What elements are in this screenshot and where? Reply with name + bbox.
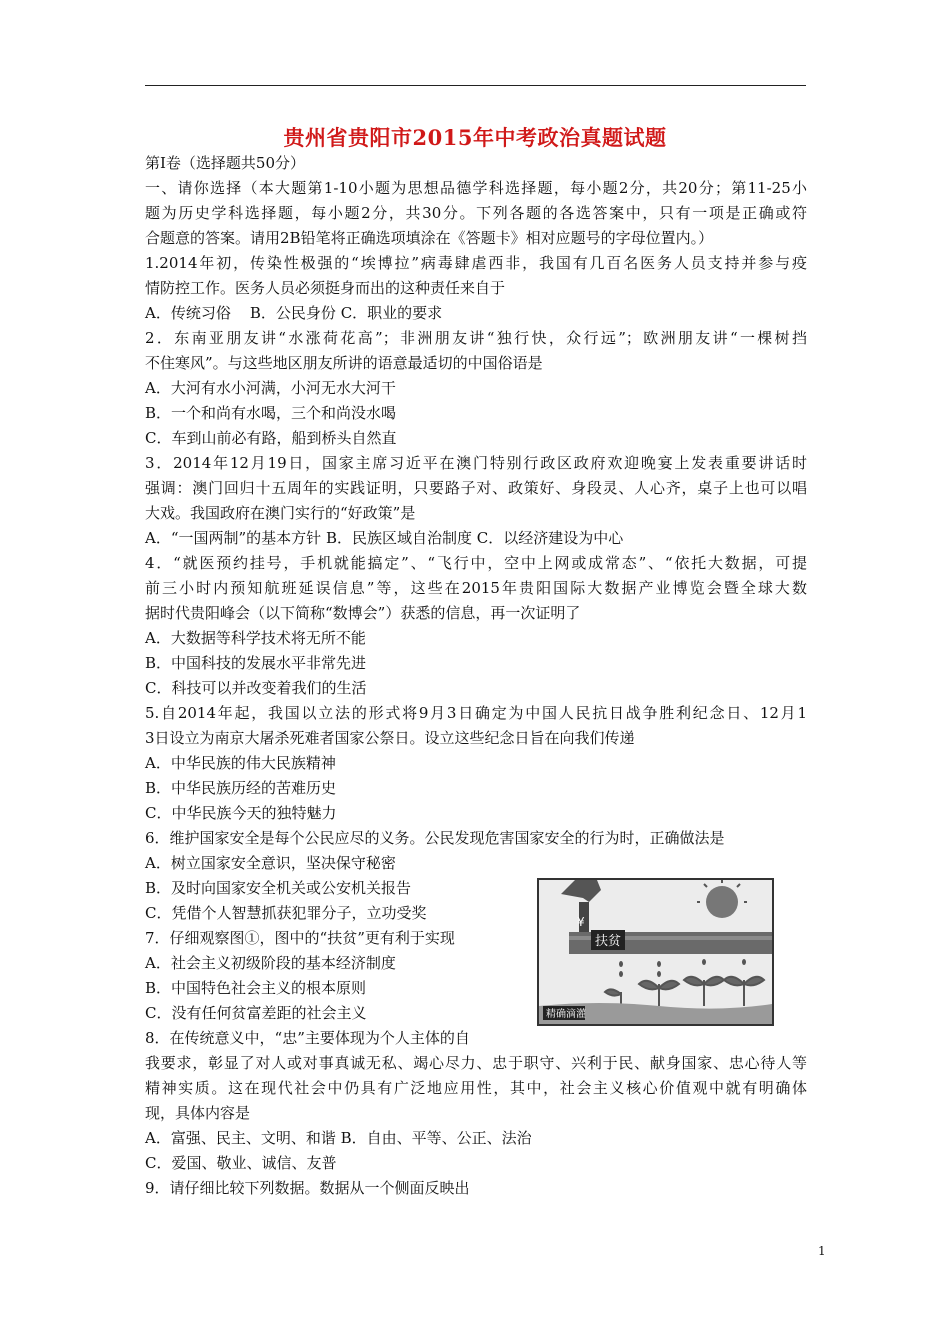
question-3-stem: 3．2014年12月19日，国家主席习近平在澳门特别行政区政府欢迎晚宴上发表重要讲话时 [145, 454, 807, 472]
question-7-option-a: A．社会主义初级阶段的基本经济制度 [145, 954, 396, 972]
question-6-stem: 6．维护国家安全是每个公民应尽的义务。公民发现危害国家安全的行为时，正确做法是 [145, 829, 725, 847]
figure-caption: 精确滴灌 [546, 1009, 586, 1020]
question-7-option-b: B．中国特色社会主义的根本原则 [145, 979, 367, 997]
question-9-stem: 9．请仔细比较下列数据。数据从一个侧面反映出 [145, 1179, 470, 1197]
page-number: 1 [818, 1244, 826, 1258]
question-6-option-c: C．凭借个人智慧抓获犯罪分子，立功受奖 [145, 904, 427, 922]
instructions-line: 题为历史学科选择题，每小题2分，共30分。下列各题的各选答案中，只有一项是正确或符 [145, 204, 807, 222]
question-8-option-ab: A．富强、民主、文明、和谐 B．自由、平等、公正、法治 [145, 1129, 532, 1147]
question-8-stem: 我要求，彰显了对人或对事真诚无私、竭心尽力、忠于职守、兴利于民、献身国家、忠心待人等 [145, 1054, 807, 1072]
question-8-stem: 现，具体内容是 [145, 1104, 251, 1122]
pipe-label: 扶贫 [595, 934, 622, 949]
question-5-stem: 3日设立为南京大屠杀死难者国家公祭日。设立这些纪念日旨在向我们传递 [145, 729, 635, 747]
header-rule [145, 85, 806, 86]
question-1-options: A．传统习俗 B．公民身份 C．职业的要求 [145, 304, 443, 322]
figure-1-cartoon [537, 878, 774, 1026]
question-3-stem: 强调：澳门回归十五周年的实践证明，只要路子对、政策好、身段灵、人心齐，桌子上也可以唱 [145, 479, 807, 497]
question-7-stem: 7．仔细观察图①，图中的“扶贫”更有利于实现 [145, 929, 455, 947]
question-4-option-a: A．大数据等科学技术将无所不能 [145, 629, 366, 647]
question-2-stem: 不住寒风”。与这些地区朋友所讲的语意最适切的中国俗语是 [145, 354, 543, 372]
question-1-stem: 1.2014年初，传染性极强的“埃博拉”病毒肆虐西非，我国有几百名医务人员支持并参与疫 [145, 254, 807, 272]
instructions-line: 一、请你选择（本大题第1-10小题为思想品德学科选择题，每小题2分，共20分；第11-25小 [145, 179, 807, 197]
document-body [145, 151, 807, 1201]
question-7-option-c: C．没有任何贫富差距的社会主义 [145, 1004, 367, 1022]
question-8-stem: 精神实质。这在现代社会中仍具有广泛地应用性，其中，社会主义核心价值观中就有明确体 [145, 1079, 807, 1097]
question-4-stem: 前三小时内预知航班延误信息”等，这些在2015年贵阳国际大数据产业博览会暨全球大数 [145, 579, 807, 597]
figure-1-illustration [539, 880, 772, 1024]
question-3-stem: 大戏。我国政府在澳门实行的“好政策”是 [145, 504, 416, 522]
question-5-stem: 5.自2014年起，我国以立法的形式将9月3日确定为中国人民抗日战争胜利纪念日、12月1 [145, 704, 807, 722]
instructions-line: 合题意的答案。请用2B铅笔将正确选项填涂在《答题卡》相对应题号的字母位置内。） [145, 229, 714, 247]
question-4-stem: 4．“就医预约挂号，手机就能搞定”、“飞行中，空中上网或成常态”、“依托大数据，可提 [145, 554, 807, 572]
question-2-option-c: C．车到山前必有路，船到桥头自然直 [145, 429, 397, 447]
question-5-option-b: B．中华民族历经的苦难历史 [145, 779, 337, 797]
section-heading: 第I卷（选择题共50分） [145, 154, 306, 172]
question-3-options: A．“一国两制”的基本方针 B．民族区域自治制度 C．以经济建设为中心 [145, 529, 624, 547]
question-6-option-a: A．树立国家安全意识，坚决保守秘密 [145, 854, 396, 872]
question-4-option-c: C．科技可以并改变着我们的生活 [145, 679, 367, 697]
question-8-stem: 8．在传统意义中，“忠”主要体现为个人主体的自 [145, 1029, 470, 1047]
svg-text:¥: ¥ [577, 915, 585, 929]
question-4-option-b: B．中国科技的发展水平非常先进 [145, 654, 367, 672]
question-2-stem: 2．东南亚朋友讲“水涨荷花高”；非洲朋友讲“独行快，众行远”；欧洲朋友讲“一棵树挡 [145, 329, 807, 347]
question-4-stem: 据时代贵阳峰会（以下简称“数博会”）获悉的信息，再一次证明了 [145, 604, 581, 622]
question-8-option-c: C．爱国、敬业、诚信、友普 [145, 1154, 337, 1172]
question-2-option-a: A．大河有水小河满，小河无水大河干 [145, 379, 396, 397]
question-2-option-b: B．一个和尚有水喝，三个和尚没水喝 [145, 404, 397, 422]
question-1-stem: 情防控工作。医务人员必须挺身而出的这种责任来自于 [145, 279, 506, 297]
question-6-option-b: B．及时向国家安全机关或公安机关报告 [145, 879, 412, 897]
question-5-option-a: A．中华民族的伟大民族精神 [145, 754, 336, 772]
question-5-option-c: C．中华民族今天的独特魅力 [145, 804, 337, 822]
document-title: 贵州省贵阳市2015年中考政治真题试题 [283, 125, 667, 150]
